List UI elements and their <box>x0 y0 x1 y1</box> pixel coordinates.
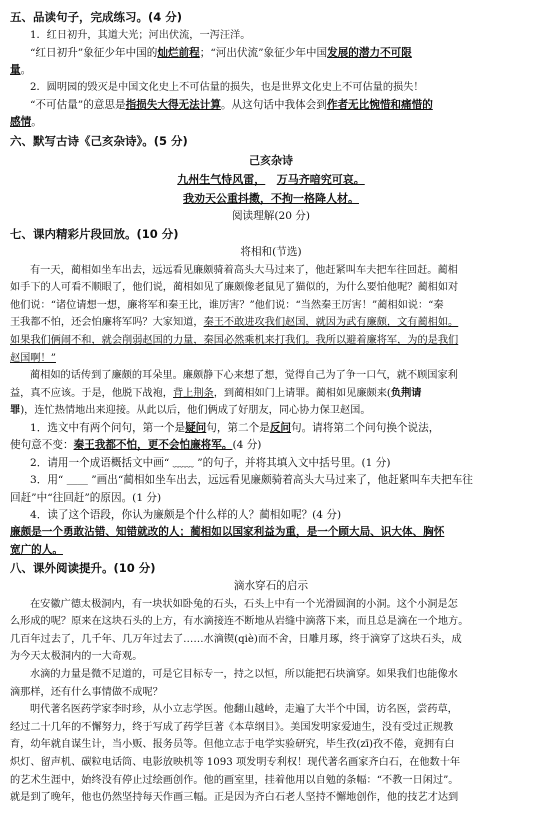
poem-line-2a: 我劝天公重抖擞， <box>183 191 271 205</box>
s5-q2-text-b: 。从这句话中我体会到 <box>220 99 327 111</box>
s8-para2-line: 水滴的力量是微不足道的，可是它目标专一，持之以恒，所以能把石块滴穿。如果我们也能像水 <box>30 669 458 680</box>
s5-q1-answer-line <box>10 45 532 62</box>
s7-question-4: 4．读了这个语段，你认为廉颇是个什么样的人？蔺相如呢？(4 分) <box>30 509 342 521</box>
s7-q1-text: 句。请将第二个问句换个说法， <box>291 421 440 434</box>
s5-q1-text-b: ；“河出伏流”象征少年中国 <box>199 46 328 59</box>
s7-q1-text: 句，第二个是 <box>206 421 270 434</box>
s7-q1-text: 1．选文中有两个问句，第一个是 <box>30 421 186 434</box>
s5-q2-answer-2-cont: 感情 <box>10 116 32 129</box>
s5-q1-end: 。 <box>20 64 32 76</box>
s5-question-1: 1．红日初升，其道大光；河出伏流，一泻汪洋。 <box>30 30 251 41</box>
poem-line-1 <box>10 170 532 189</box>
s5-q2-end: 。 <box>31 116 42 129</box>
section-5-title: 五、品读句子，完成练习。(4 分) <box>10 10 183 24</box>
s8-para3-line: 的艺术生涯中，始终没有停止过绘画创作。他的画室里，挂着他用以自勉的条幅：“不教一日闲过”。 <box>10 774 459 786</box>
s7-para1-text: 王我都不怕，还会怕廉将军吗？大家知道， <box>10 317 204 329</box>
s7-q4-answer: 廉颇是一个勇敢沾错、知错就改的人；蔺相如以国家利益为重，是一个顾大局、识大体、胸怀 <box>10 526 445 539</box>
s7-para1-line: 有一天，蔺相如坐车出去，远远看见廉颇骑着高头大马过来了，他赶紧叫车夫把车往回赶。蔺相 <box>30 264 458 276</box>
s7-para2-text: ，到蔺相如门上请罪。蔺相如见廉颇来( <box>213 387 391 399</box>
s7-para1-line: 他们说：“诸位请想一想，廉将军和秦王比，谁厉害？”他们说：“当然秦王厉害！”蔺相如说：“秦 <box>10 299 444 311</box>
s8-para3-line: 炽灯、留声机、碳粒电话筒、电影放映机等 1093 项发明专利权！现代著名画家齐白石，在他数十年 <box>10 756 461 768</box>
s7-para1-line: 如果我们俩闹不和，就会削弱赵国的力量，秦国必然乘机来打我们。我所以避着廉将军，为的是我们 <box>10 335 459 346</box>
poem-line-1a: 九州生气恃风雷， <box>177 172 266 186</box>
s7-para2-answer: 负荆请 <box>390 386 422 399</box>
s7-para1-underlined: 秦王不敢进攻我们赵国，就因为武有廉颇，文有蔺相如。 <box>203 317 459 329</box>
s7-para1-line: 赵国啊！” <box>10 352 56 364</box>
s5-q2-answer-1: 指损失大得无法计算 <box>125 99 221 111</box>
poem-line-2b: 不拘一格降人材。 <box>271 191 359 205</box>
passage-7-title: 将相和(节选) <box>240 246 302 259</box>
s7-para2-text: )，连忙热情地出来迎接。从此以后，他们俩成了好朋友，同心协力保卫赵国。 <box>20 405 371 417</box>
s5-q2-answer-2: 作者无比惋惜和痛惜的 <box>326 99 433 111</box>
poem-title: 己亥杂诗 <box>249 153 293 167</box>
s7-q1-answer-2: 反问 <box>269 421 291 434</box>
s7-para1-line: 如手下的人可看不顺眼了，他们说，蔺相如见了廉颇像老鼠见了猫似的，为什么要怕他呢？蔺相如对 <box>10 282 459 294</box>
s7-para2-line <box>10 385 532 403</box>
s5-q1-answer-2-cont: 量 <box>10 64 21 76</box>
s7-q1-text: 使句意不变： <box>10 439 74 452</box>
worksheet-page <box>10 8 532 807</box>
s7-question-3: 3．用“ ＿＿ ”画出“蔺相如坐车出去，远远看见廉颇骑着高头大马过来了，他赶紧叫车夫把车往 <box>30 474 473 487</box>
s7-para1-line <box>10 314 532 332</box>
s7-para2-line: 蔺相如的话传到了廉颇的耳朵里。廉颇静下心来想了想，觉得自己为了争一口气，就不顾国家利 <box>30 370 458 382</box>
s5-q2-answer-line-2 <box>10 114 532 131</box>
s7-q1-answer-1: 疑问 <box>185 421 207 434</box>
s7-q1-score: (4 分) <box>232 439 262 452</box>
s5-q1-answer-1: 灿烂前程 <box>157 46 200 59</box>
s5-question-2: 2．圆明园的毁灭是中国文化史上不可估量的损失，也是世界文化史上不可估量的损失！ <box>30 82 424 94</box>
s8-para1-line: 么形成的呢？原来在这块石头的上方，有水滴接连不断地从岩缝中滴落下来，而且总是滴在一个地方。 <box>10 616 469 628</box>
section-8-title: 八、课外阅读提升。(10 分) <box>10 561 156 576</box>
s5-q1-answer-2: 发展的潜力不可限 <box>327 46 412 59</box>
s5-q2-answer-line <box>10 97 532 114</box>
s7-q1-answer-3: 秦王我都不怕，更不会怕廉将军。 <box>73 439 233 452</box>
passage-8-title: 滴水穿石的启示 <box>233 580 309 593</box>
s7-question-1-cont <box>10 437 532 454</box>
s8-para3-line: 明代著名医药学家李时珍，从小立志学医。他翻山越岭，走遍了大半个中国，访名医，尝药草， <box>30 704 458 716</box>
s7-question-1 <box>10 420 532 437</box>
section-6-title: 六、默写古诗《己亥杂诗》。(5 分) <box>10 133 188 148</box>
s8-para3-line: 经过二十几年的不懈努力，终于写成了药学巨著《本草纲目》。美国发明家爱迪生，没有受过正规教 <box>10 721 454 733</box>
s8-para3-line: 育，幼年就自谋生计，当小贩、报务员等。但他立志于电学实验研究，毕生孜(zī)孜不倦，竟拥有白 <box>10 739 455 751</box>
s7-para2-underlined: 背上荆条 <box>173 387 214 399</box>
s7-para2-answer-cont: 罪 <box>10 404 21 417</box>
s7-para2-text: 益，真不应该。于是，他脱下战袍， <box>10 387 173 399</box>
s5-q1-text-a: “红日初升”象征少年中国的 <box>30 46 158 59</box>
reading-heading: 阅读理解(20 分) <box>231 209 311 222</box>
s8-para3-line: 就是到了晚年，他也仍然坚持每天作画三幅。正是因为齐白石老人坚持不懈地创作，他的技艺才达到 <box>10 792 459 804</box>
s7-question-2: 2．请用一个成语概括文中画“ ﹏﹏ ”的句子，并将其填入文中括号里。(1 分) <box>30 456 391 469</box>
s8-para1-line: 在安徽广德太极洞内，有一块状如卧兔的石头，石头上中有一个光滑圆润的小洞。这个小洞是怎 <box>30 598 458 610</box>
s7-question-3-cont: 回赶”中“往回赶”的原因。(1 分) <box>10 491 162 504</box>
s7-q4-answer-cont: 宽广的人。 <box>10 543 63 556</box>
s5-q1-answer-line-2 <box>10 62 532 79</box>
s8-para2-line: 滴那样，还有什么事情做不成呢？ <box>10 686 163 698</box>
poem-line-2 <box>10 189 532 208</box>
s8-para1-line: 为今天太极洞内的一大奇观。 <box>10 651 143 663</box>
poem-line-1b: 万马齐喑究可哀。 <box>276 172 365 186</box>
s7-para2-line <box>10 402 532 420</box>
section-7-title: 七、课内精彩片段回放。(10 分) <box>10 227 179 242</box>
s5-q2-text-a: “不可估量”的意思是 <box>30 99 126 111</box>
s8-para1-line: 几百年过去了，几千年、几万年过去了……水滴锲(qiè)而不舍，日雕月琢，终于滴穿了这块石头，成 <box>10 633 462 645</box>
